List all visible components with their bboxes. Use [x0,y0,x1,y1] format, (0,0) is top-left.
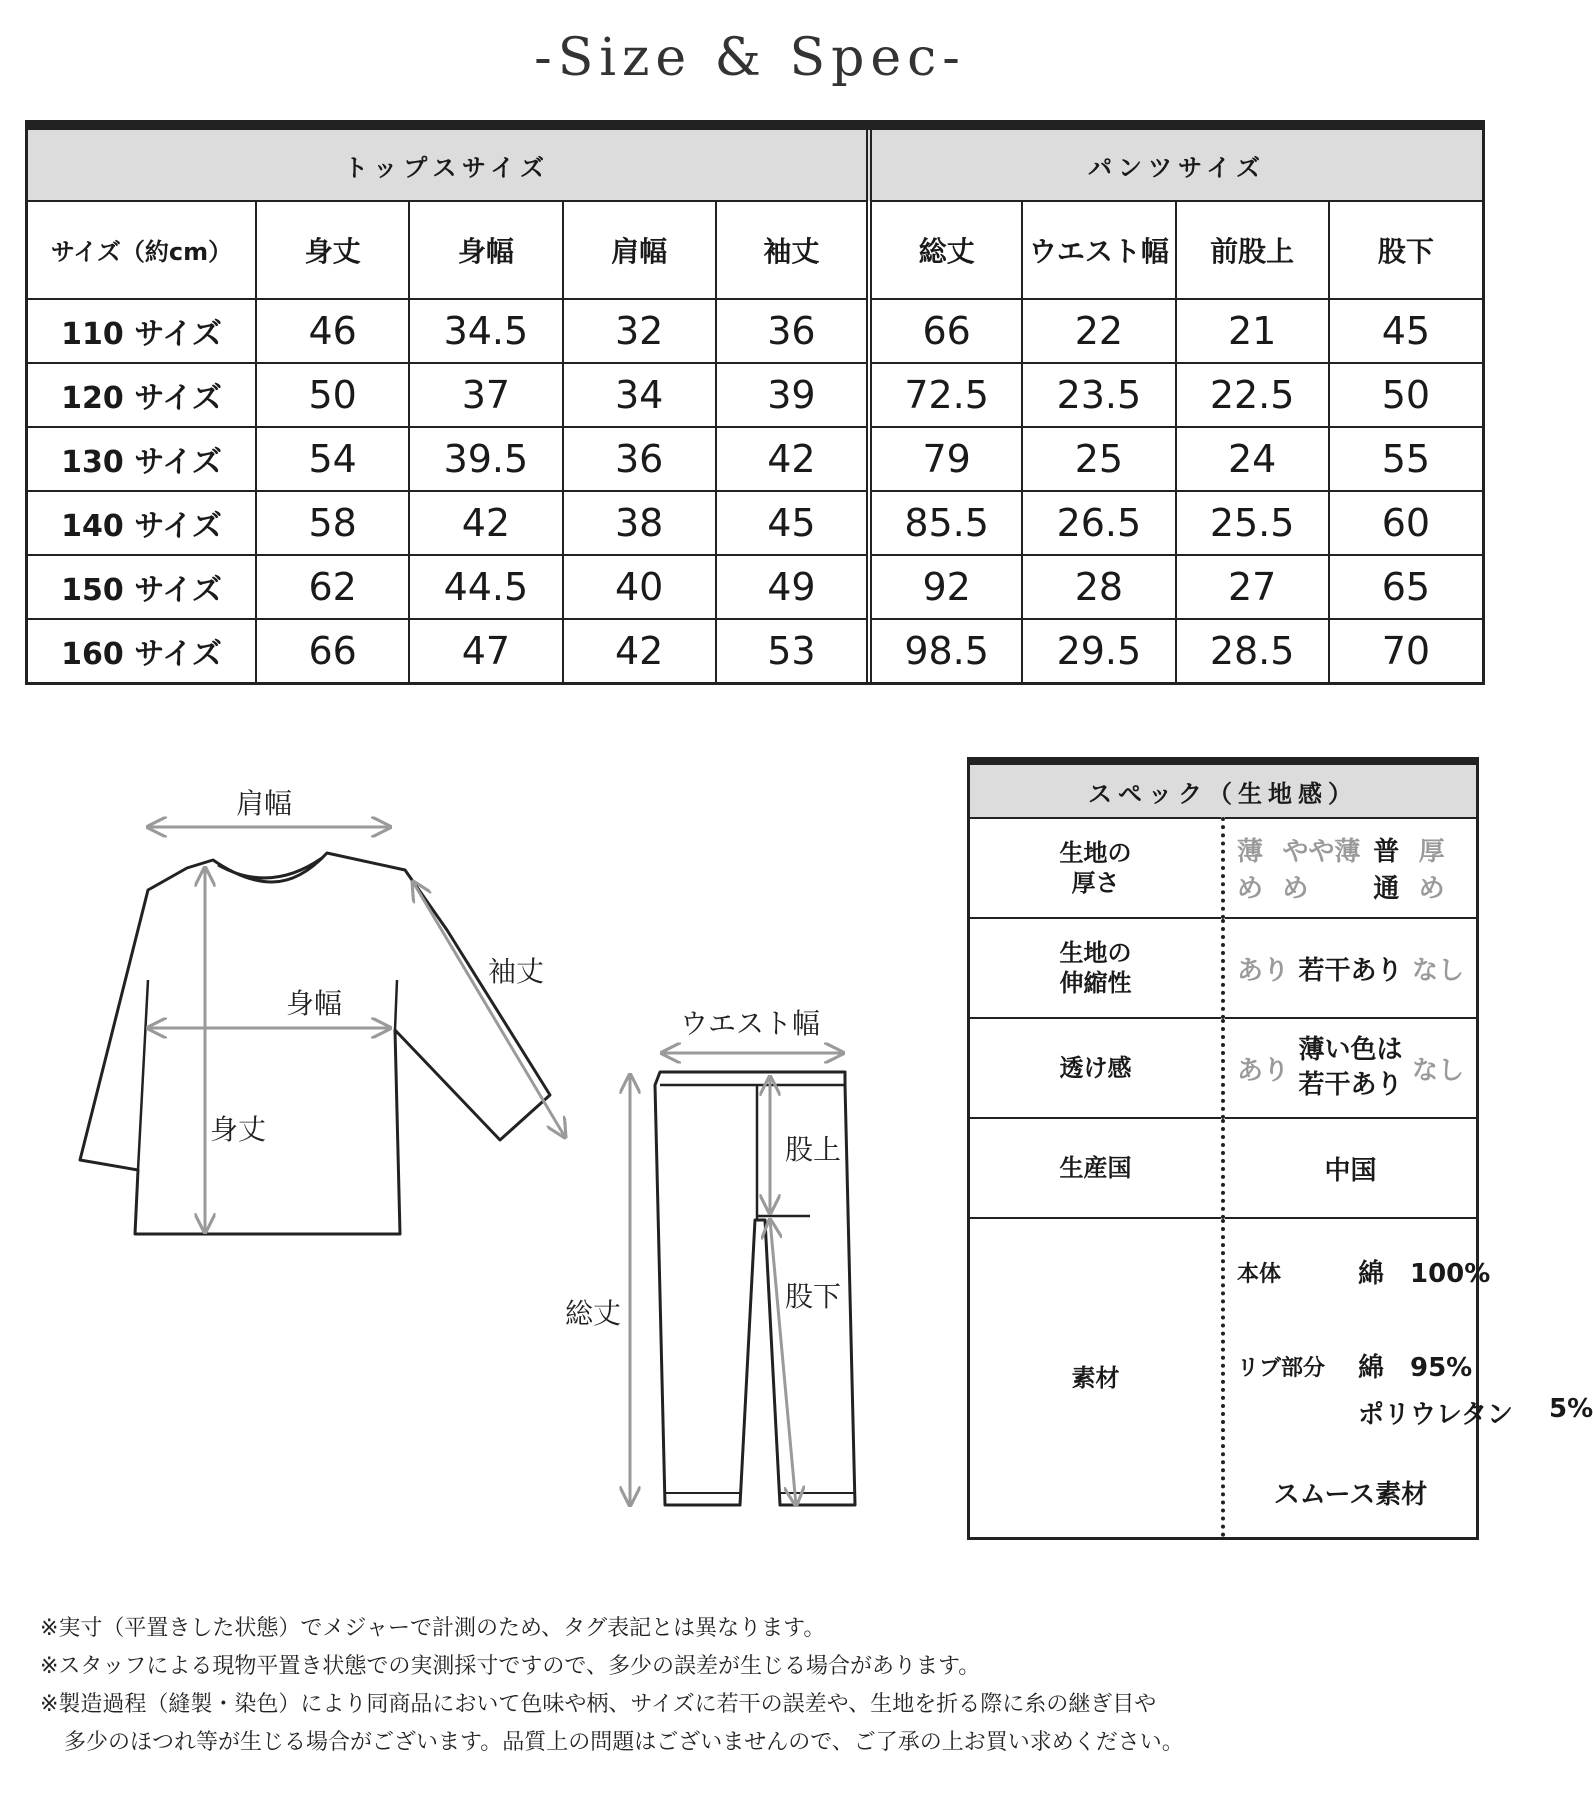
size-row-label: 160 サイズ [28,619,256,682]
size-cell: 60 [1329,491,1482,555]
material-body-value: 綿 100% [1358,1259,1491,1289]
sheer-option-line1: 薄い色は [1298,1034,1403,1065]
body-width-label: 身幅 [286,987,343,1020]
material-rib-value: 綿 95% [1358,1353,1473,1383]
total-length-label: 総丈 [565,1297,622,1330]
size-cell: 44.5 [409,555,562,619]
stretch-label-line1: 生地の [1059,939,1132,967]
size-row [28,491,1482,555]
note-line: ※スタッフによる現物平置き状態での実測採寸ですので、多少の誤差が生じる場合があります。 [40,1654,981,1679]
origin-label: 生産国 [970,1118,1223,1218]
size-cell: 98.5 [869,619,1022,682]
size-table [25,120,1485,685]
size-cell: 28.5 [1176,619,1329,682]
size-cell: 40 [563,555,716,619]
size-cell: 25 [1022,427,1175,491]
size-cell: 66 [256,619,409,682]
size-cell: 23.5 [1022,363,1175,427]
garment-diagram [60,770,860,1530]
pants-size-header: パンツサイズ [869,130,1482,201]
notes [40,1610,1480,1762]
size-cell: 42 [716,427,869,491]
size-cell: 85.5 [869,491,1022,555]
size-row [28,555,1482,619]
column-header: 股下 [1329,201,1482,299]
size-cell: 26.5 [1022,491,1175,555]
sleeve-label: 袖丈 [488,955,545,988]
rise-label: 股上 [785,1133,842,1166]
size-cell: 38 [563,491,716,555]
size-cell: 36 [716,299,869,363]
sheer-option-selected [1298,1033,1402,1103]
size-cell: 55 [1329,427,1482,491]
size-cell: 27 [1176,555,1329,619]
size-cell: 21 [1176,299,1329,363]
size-cell: 50 [256,363,409,427]
column-header: サイズ（約cm） [28,201,256,299]
note-line: ※実寸（平置きした状態）でメジャーで計測のため、タグ表記とは異なります。 [40,1616,826,1641]
size-cell: 72.5 [869,363,1022,427]
size-row [28,619,1482,682]
size-row-label: 130 サイズ [28,427,256,491]
size-cell: 45 [1329,299,1482,363]
size-cell: 50 [1329,363,1482,427]
inseam-label: 股下 [785,1280,842,1313]
origin-value: 中国 [1223,1118,1476,1218]
sheer-option: あり [1237,1055,1290,1086]
page-title: -Size & Spec- [534,28,966,88]
material-rib-label: リブ部分 [1237,1356,1326,1381]
material-row [970,1218,1476,1537]
stretch-option: あり [1237,955,1290,986]
thickness-option: やや薄め [1282,837,1361,904]
size-cell: 36 [563,427,716,491]
material-body-label: 本体 [1237,1262,1282,1287]
size-cell: 54 [256,427,409,491]
size-cell: 58 [256,491,409,555]
shoulder-label: 肩幅 [236,787,293,820]
stretch-option-selected: 若干あり [1298,955,1403,986]
size-cell: 29.5 [1022,619,1175,682]
thickness-label-line1: 生地の [1059,839,1132,867]
size-cell: 92 [869,555,1022,619]
tops-size-header: トップスサイズ [28,130,869,201]
size-cell: 47 [409,619,562,682]
sleeve-arrow [413,882,565,1137]
column-header: ウエスト幅 [1022,201,1175,299]
size-cell: 53 [716,619,869,682]
size-cell: 34 [563,363,716,427]
column-header: 肩幅 [563,201,716,299]
size-cell: 22.5 [1176,363,1329,427]
size-cell: 39.5 [409,427,562,491]
sheer-option: なし [1411,1055,1464,1086]
size-cell: 24 [1176,427,1329,491]
size-cell: 66 [869,299,1022,363]
size-cell: 45 [716,491,869,555]
size-cell: 39 [716,363,869,427]
sheer-row [970,1018,1476,1118]
tshirt-outline [80,853,550,1234]
spec-header: スペック（生地感） [970,765,1476,818]
size-cell: 22 [1022,299,1175,363]
sheer-option-line2: 若干あり [1298,1070,1403,1100]
thickness-option: 厚め [1418,837,1445,904]
size-row [28,299,1482,363]
size-row-label: 110 サイズ [28,299,256,363]
size-cell: 62 [256,555,409,619]
size-cell: 46 [256,299,409,363]
origin-row [970,1118,1476,1218]
material-label: 素材 [970,1218,1223,1537]
spec-table [967,757,1593,1540]
size-row [28,363,1482,427]
size-cell: 49 [716,555,869,619]
material-note: スムース素材 [1273,1480,1428,1510]
thickness-option: 薄め [1237,837,1264,904]
waist-label: ウエスト幅 [680,1007,821,1040]
stretch-option: なし [1411,955,1464,986]
size-cell: 70 [1329,619,1482,682]
stretch-label-line2: 伸縮性 [1059,969,1132,997]
column-header: 身幅 [409,201,562,299]
material-rib-value-2-name: ポリウレタン [1358,1400,1513,1430]
size-row-label: 120 サイズ [28,363,256,427]
thickness-row [970,818,1476,918]
thickness-label [970,818,1223,918]
stretch-label [970,918,1223,1018]
size-cell: 37 [409,363,562,427]
size-cell: 32 [563,299,716,363]
material-rib-value-2-pct: 5% [1549,1394,1593,1424]
size-cell: 25.5 [1176,491,1329,555]
column-header: 総丈 [869,201,1022,299]
stretch-row [970,918,1476,1018]
size-cell: 42 [563,619,716,682]
note-line: 多少のほつれ等が生じる場合がございます。品質上の問題はございませんので、ご了承の上お買い求めください。 [64,1730,1184,1755]
size-row-label: 150 サイズ [28,555,256,619]
size-row-label: 140 サイズ [28,491,256,555]
garment-outline-svg [60,770,860,1530]
note-line: ※製造過程（縫製・染色）により同商品において色味や柄、サイズに若干の誤差や、生地を折る際に糸の継ぎ目や [40,1692,1157,1717]
size-cell: 42 [409,491,562,555]
size-cell: 65 [1329,555,1482,619]
column-header: 前股上 [1176,201,1329,299]
column-header: 袖丈 [716,201,869,299]
column-header: 身丈 [256,201,409,299]
size-row [28,427,1482,491]
thickness-label-line2: 厚さ [1071,869,1120,897]
thickness-option-selected: 普通 [1373,837,1400,904]
sheer-label: 透け感 [970,1018,1223,1118]
size-cell: 79 [869,427,1022,491]
size-cell: 28 [1022,555,1175,619]
size-cell: 34.5 [409,299,562,363]
size-table-columns [28,201,1482,299]
body-length-label: 身丈 [210,1113,267,1146]
